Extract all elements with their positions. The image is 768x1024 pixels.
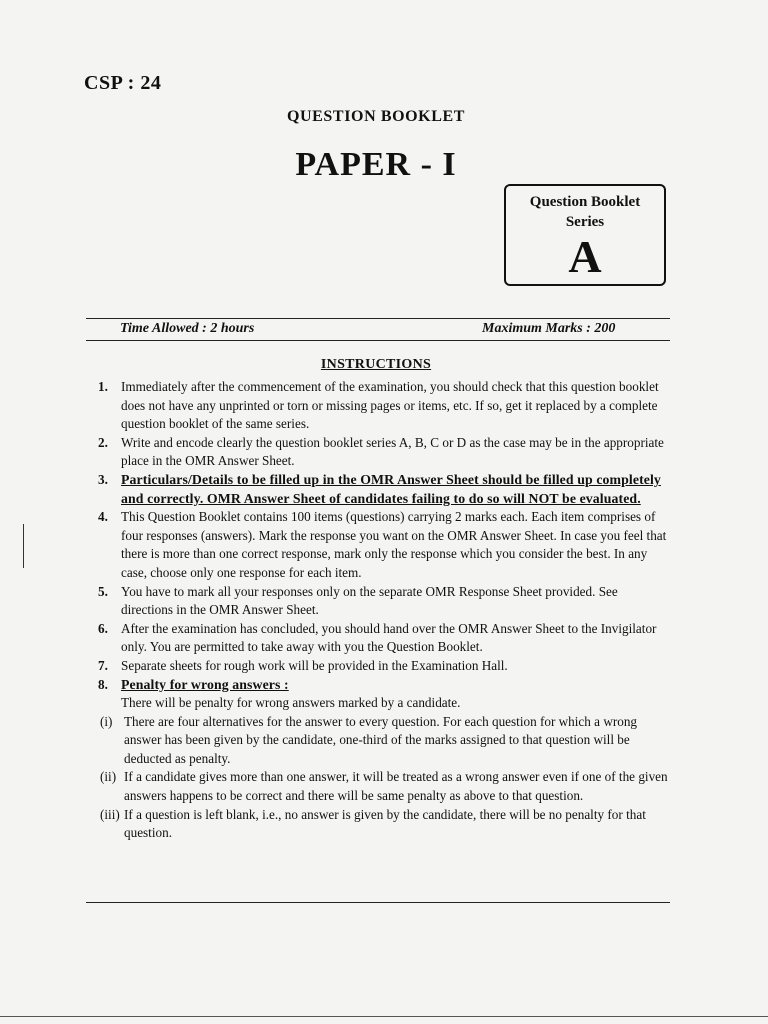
item-text: You have to mark all your responses only on the separate OMR Response Sheet provided. See directions in the OMR Answer Sheet. (121, 583, 618, 618)
point-number: (iii) (100, 806, 120, 822)
booklet-title: QUESTION BOOKLET (286, 108, 466, 125)
paper-title: PAPER - I (295, 146, 457, 183)
item-number: 3. (98, 471, 108, 487)
list-item (88, 676, 670, 695)
item-number: 4. (98, 509, 108, 525)
margin-mark (23, 524, 24, 568)
penalty-point (88, 768, 670, 805)
point-text: If a candidate gives more than one answer, it will be treated as a wrong answer even if one of the given answers happens to be correct and there will be same penalty as above to that question. (124, 769, 668, 804)
time-allowed: Time Allowed : 2 hours (120, 321, 255, 336)
item-number: 5. (98, 583, 108, 599)
item-number: 7. (98, 657, 108, 673)
point-number: (ii) (100, 769, 117, 785)
item-text: Write and encode clearly the question booklet series A, B, C or D as the case may be in the appropriate place in the OMR Answer Sheet. (121, 434, 664, 469)
maximum-marks: Maximum Marks : 200 (482, 321, 616, 336)
list-item (88, 434, 670, 471)
list-item (88, 508, 670, 582)
series-label-line2: Series (565, 214, 605, 230)
meta-rule (86, 340, 670, 341)
penalty-point (88, 806, 670, 843)
item-number: 6. (98, 620, 108, 636)
point-number: (i) (100, 713, 113, 729)
list-item (88, 620, 670, 657)
page-edge-line (0, 1016, 768, 1017)
list-item (88, 471, 670, 508)
point-text: There are four alternatives for the answer to every question. For each question for which a wrong answer has been given by the candidate, one-third of the marks assigned to that question will be deducted as penalty. (124, 713, 638, 766)
item-text: This Question Booklet contains 100 items (questions) carrying 2 marks each. Each item comprises of four responses (answers). Mark the response you want on the OMR Answer Sheet. In case you feel that there is more than one correct response, mark only the response which you consider the best. In any case, choose only one response for each item. (121, 509, 667, 580)
item-text: Particulars/Details to be filled up in the OMR Answer Sheet should be filled up completely and correctly. OMR Answer Sheet of candidates failing to do so will NOT be evaluated. (121, 471, 661, 506)
list-item (88, 657, 670, 676)
series-letter: A (568, 231, 602, 282)
bottom-rule (86, 902, 670, 903)
series-box (504, 184, 666, 286)
item-text: Separate sheets for rough work will be provided in the Examination Hall. (121, 657, 508, 673)
point-text: If a question is left blank, i.e., no answer is given by the candidate, there will be no penalty for that question. (124, 806, 646, 841)
penalty-intro: There will be penalty for wrong answers marked by a candidate. (121, 695, 461, 711)
list-item (88, 378, 670, 434)
instructions-heading: INSTRUCTIONS (320, 357, 432, 372)
item-number: 2. (98, 434, 108, 450)
penalty-point (88, 713, 670, 769)
exam-code: CSP : 24 (84, 72, 162, 94)
instructions-list (88, 378, 670, 843)
item-text: After the examination has concluded, you should hand over the OMR Answer Sheet to the Invigilator only. You are permitted to take away with you the Question Booklet. (121, 620, 657, 655)
item-text: Penalty for wrong answers : (121, 676, 289, 692)
item-text: Immediately after the commencement of the examination, you should check that this question booklet does not have any unprinted or torn or missing pages or items, etc. If so, get it replaced by a complete question booklet of the same series. (121, 379, 659, 432)
item-number: 1. (98, 379, 108, 394)
item-number: 8. (98, 676, 108, 692)
series-label-line1: Question Booklet (529, 194, 641, 210)
list-item (88, 583, 670, 620)
top-rule (86, 318, 670, 319)
